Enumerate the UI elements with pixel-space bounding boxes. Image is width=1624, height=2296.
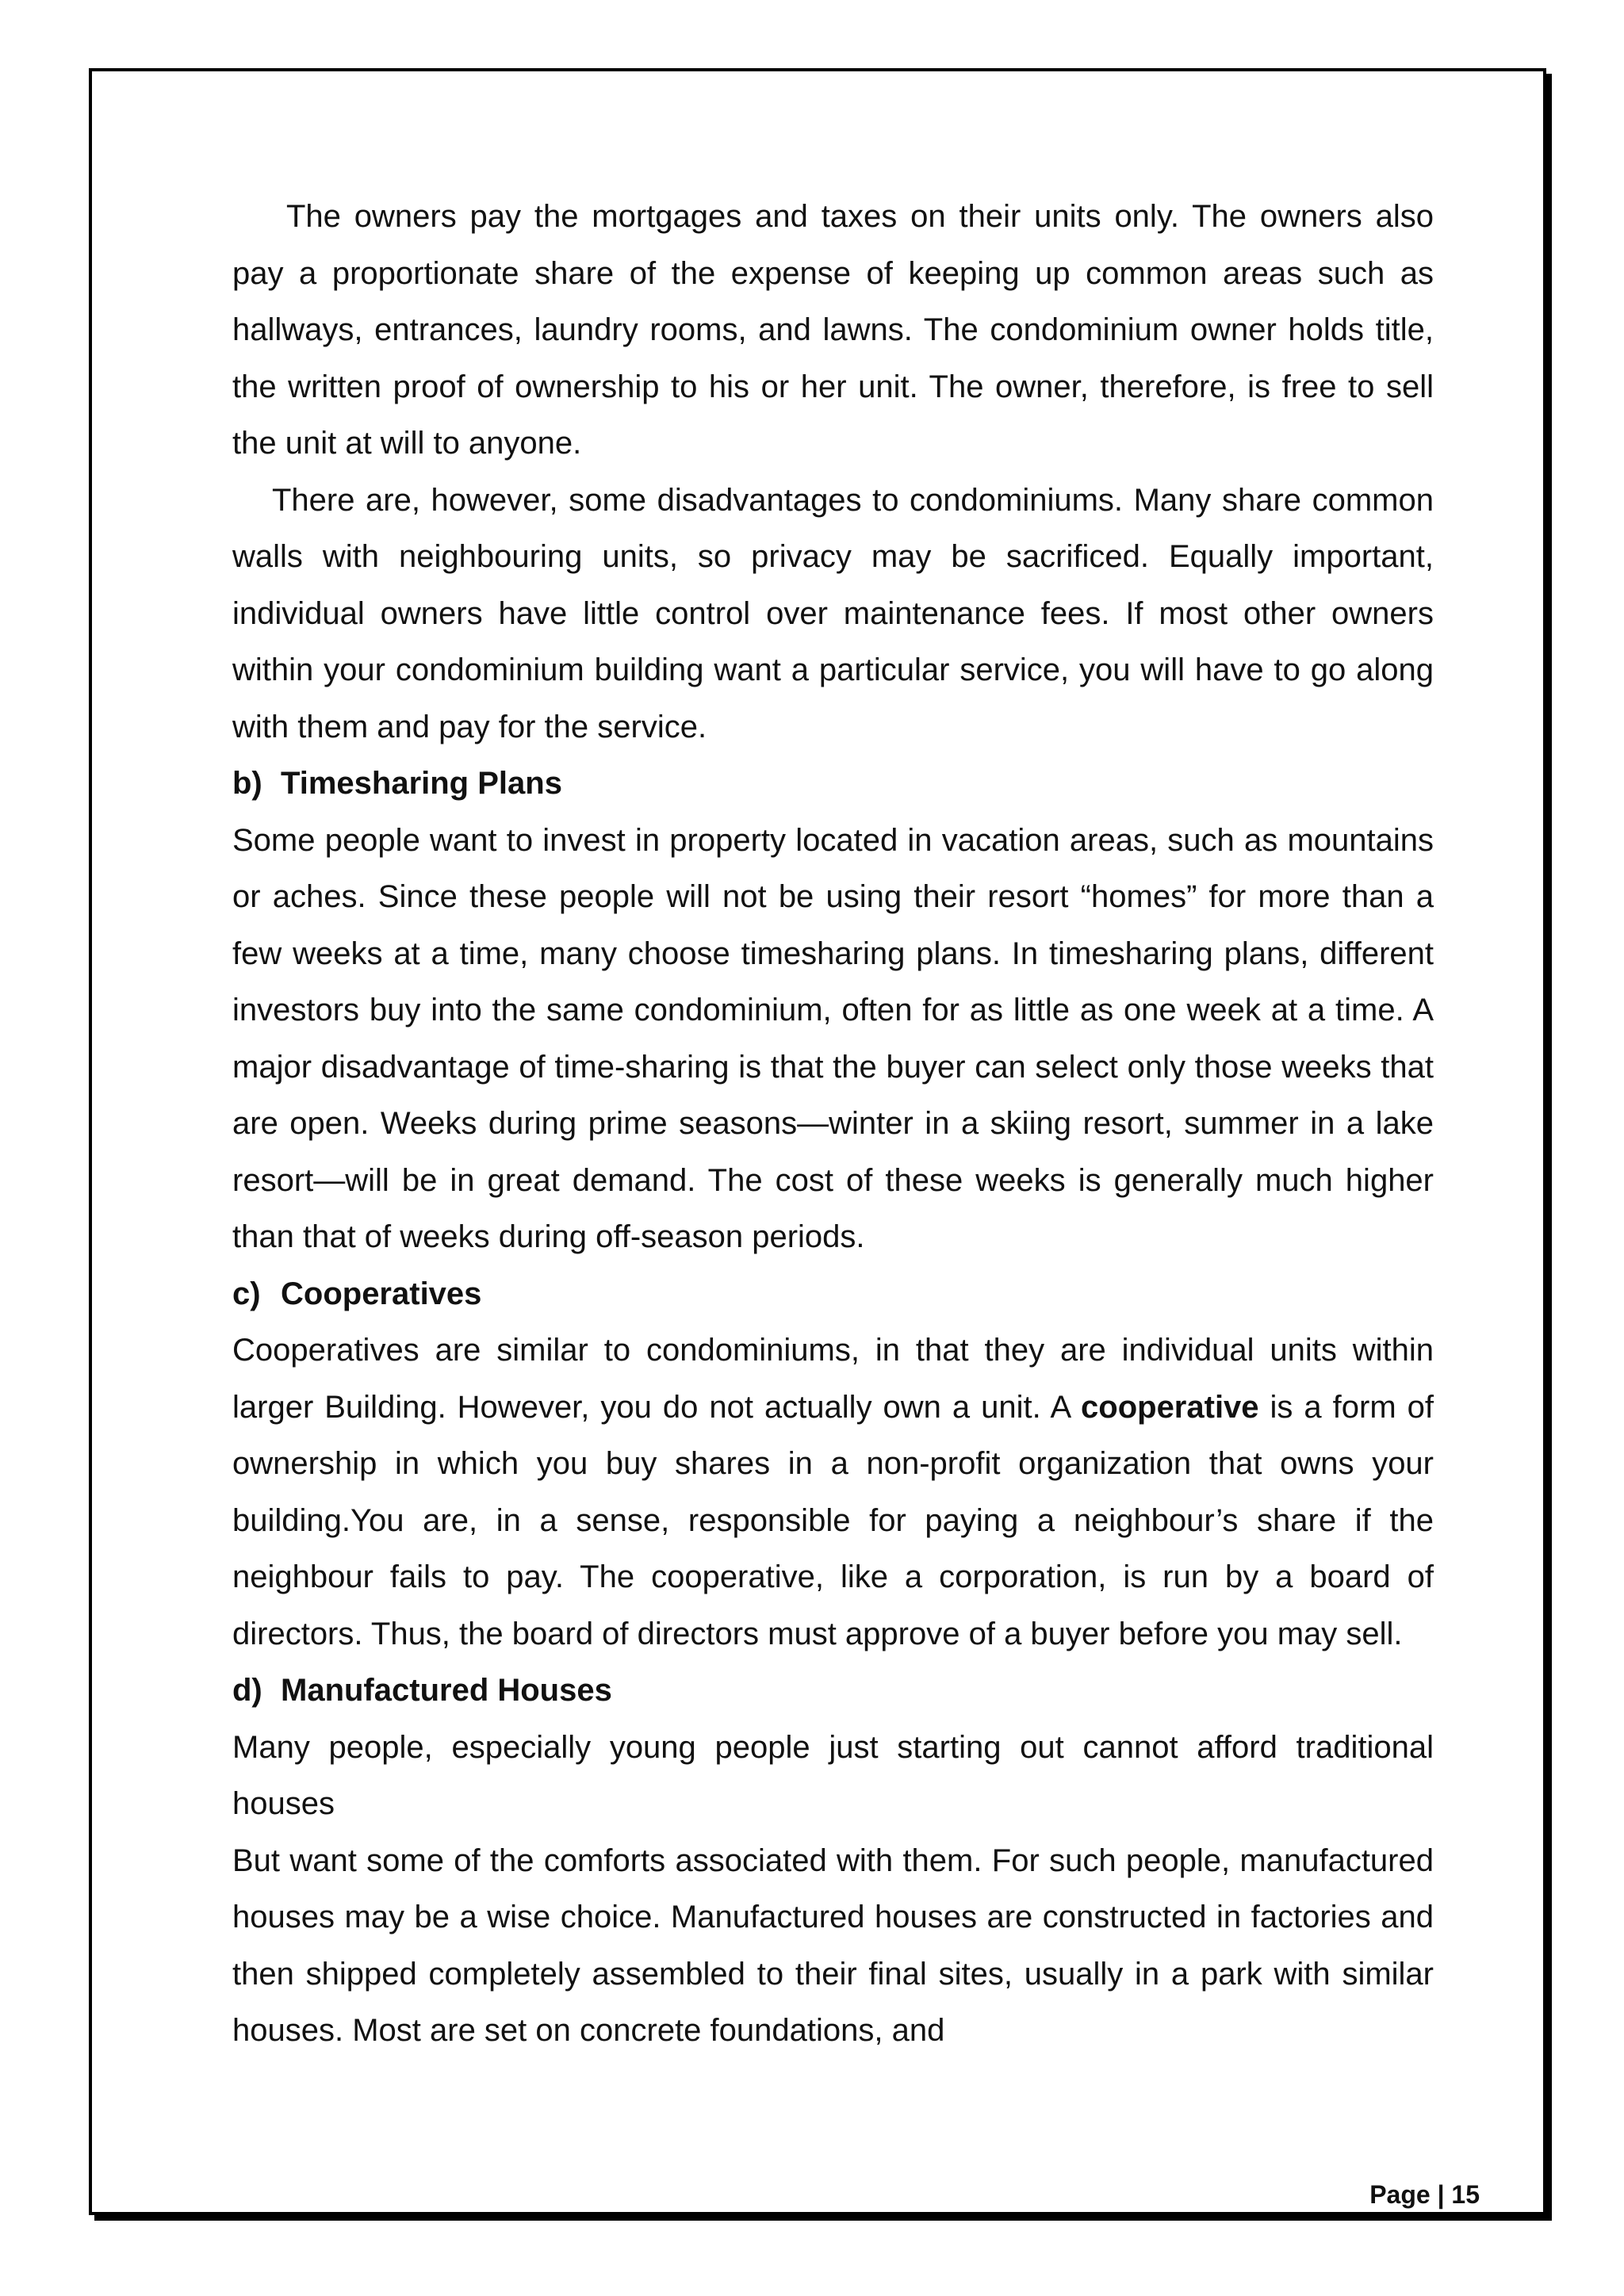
heading-timesharing bbox=[232, 756, 1434, 813]
paragraph-disadvantages: There are, however, some disadvantages to condominiums. Many share common walls with neighbouring units, so privacy may be sacrificed. Equally important, individual owners have little control over maintenance fees. If most other owners within your condominium building want a particular service, you will have to go along with them and pay for the service. bbox=[232, 482, 1434, 744]
heading-manufactured-houses bbox=[232, 1663, 1434, 1720]
cooperatives-text-end: is a form of ownership in which you buy shares in a non-profit organization that owns your building.You are, in a sense, responsible for paying a neighbour’s share if the neighbour fails to pay. The cooperative, like a corporation, is run by a board of directors. Thus, the board of directors must approve of a buyer before you may sell. bbox=[232, 1389, 1434, 1651]
heading-title: Cooperatives bbox=[281, 1276, 482, 1311]
cooperatives-text-start: Cooperatives are similar to condominiums, in that they are individual units within larger Building. However, you do not actually own a unit. A bbox=[232, 1333, 1434, 1425]
page-number: Page | 15 bbox=[1369, 2180, 1480, 2209]
cooperative-term: cooperative bbox=[1081, 1389, 1259, 1425]
paragraph-owners: The owners pay the mortgages and taxes on their units only. The owners also pay a proportionate share of the expense of keeping up common areas such as hallways, entrances, laundry rooms, and lawns. The condominium owner holds title, the written proof of ownership to his or her unit. The owner, therefore, is free to sell the unit at will to anyone. bbox=[232, 199, 1434, 461]
heading-letter: d) bbox=[232, 1673, 262, 1708]
heading-title: Manufactured Houses bbox=[281, 1673, 612, 1708]
document-body bbox=[232, 189, 1434, 2060]
paragraph-manufactured-body: But want some of the comforts associated with them. For such people, manufactured houses may be a wise choice. Manufactured houses are constructed in factories and then shipped completely assembled to their final sites, usually in a park with similar houses. Most are set on concrete foundations, and bbox=[232, 1843, 1434, 2048]
paragraph-cooperatives bbox=[232, 1322, 1434, 1663]
heading-title: Timesharing Plans bbox=[281, 766, 562, 801]
heading-cooperatives bbox=[232, 1266, 1434, 1323]
paragraph-manufactured-intro: Many people, especially young people just starting out cannot afford traditional houses bbox=[232, 1729, 1434, 1821]
paragraph-timesharing: Some people want to invest in property located in vacation areas, such as mountains or aches. Since these people will not be using their resort “homes” for more than a few weeks at a time, many choose timesharing plans. In timesharing plans, different investors buy into the same condominium, often for as little as one week at a time. A major disadvantage of time-sharing is that the buyer can select only those weeks that are open. Weeks during prime seasons—winter in a skiing resort, summer in a lake resort—will be in great demand. The cost of these weeks is generally much higher than that of weeks during off-season periods. bbox=[232, 822, 1434, 1254]
heading-letter: b) bbox=[232, 766, 262, 801]
heading-letter: c) bbox=[232, 1276, 261, 1311]
